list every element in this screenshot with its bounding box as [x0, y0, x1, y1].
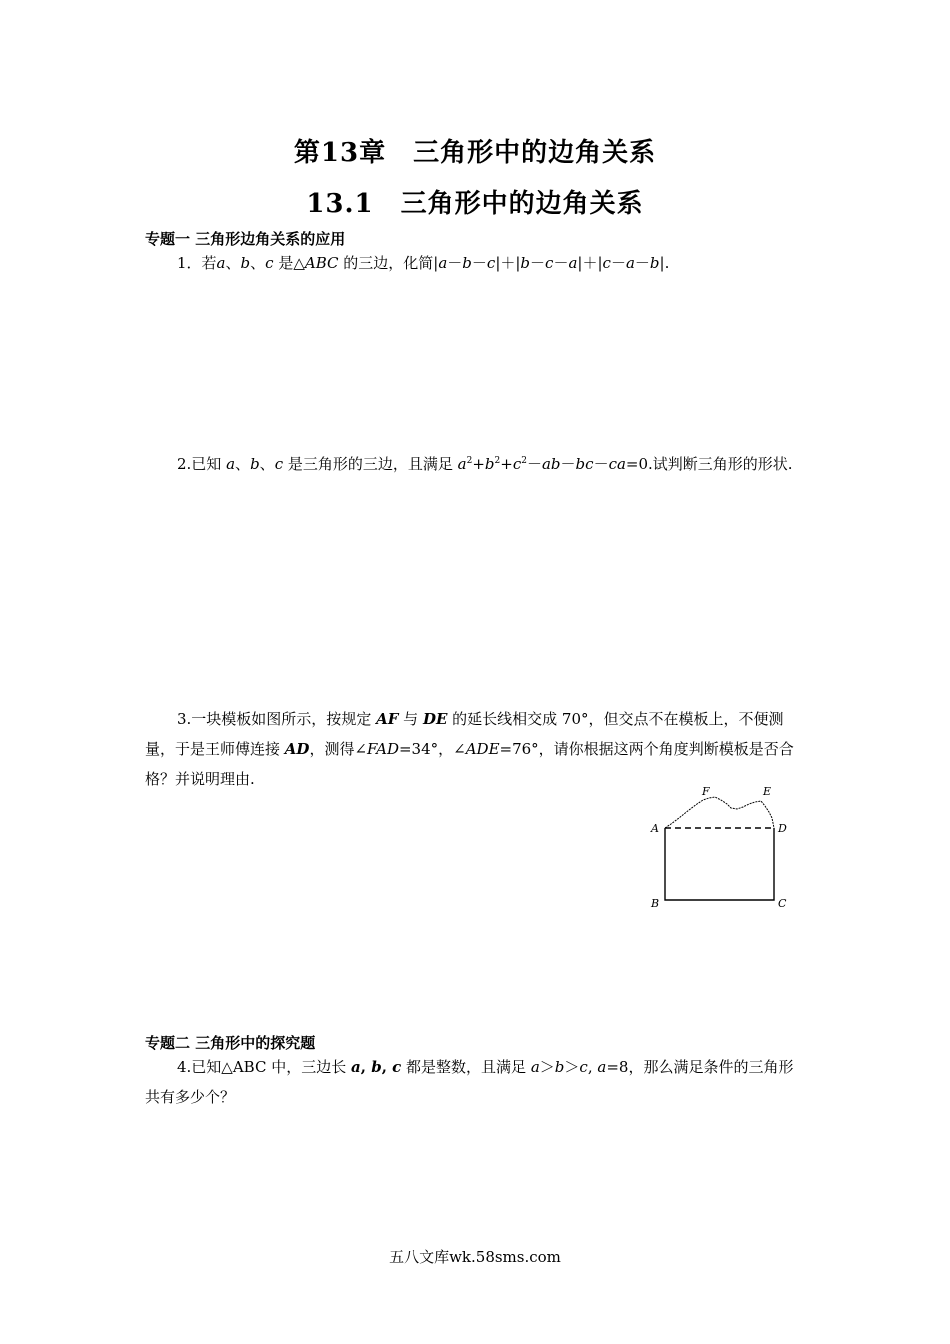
problem-3-text: 3.一块模板如图所示，按规定 AF 与 DE 的延长线相交成 70°，但交点不在模板上，不便测量，于是王师傅连接 AD，测得∠FAD=34°，∠ADE=76°，请你根据这两个角度判断模板是否合格？并说明理由. [145, 710, 794, 788]
problem-4-text: 4.已知△ABC 中，三边长 a, b, c 都是整数，且满足 a＞b＞c, a=8，那么满足条件的三角形共有多少个？ [145, 1058, 794, 1106]
label-e: E [763, 785, 772, 798]
template-outline [665, 828, 774, 900]
label-d: D [778, 822, 787, 835]
problem-1 [145, 248, 807, 278]
section-title: 13.1 三角形中的边角关系 [306, 189, 644, 219]
label-c: C [778, 897, 787, 910]
template-top-edge [665, 797, 774, 828]
label-a: A [651, 822, 659, 835]
footer-watermark: 五八文库wk.58sms.com [389, 1248, 561, 1266]
topic-2-heading: 专题二 三角形中的探究题 [145, 1034, 316, 1052]
problem-2-text: 2.已知 a、b、c 是三角形的三边，且满足 $a^2+b^2+c^2-ab-bc-ca=0$.试判断三角形的形状. [177, 455, 793, 473]
topic-1-heading: 专题一 三角形边角关系的应用 [145, 230, 346, 248]
problem-4 [145, 1052, 807, 1112]
chapter-title: 第13章 三角形中的边角关系 [293, 138, 657, 168]
label-b: B [651, 897, 660, 910]
problem-1-text: 1．若a、b、c 是△ABC 的三边，化简|a－b－c|＋|b－c－a|＋|c－a－b|. [177, 254, 670, 272]
label-f: F [702, 785, 710, 798]
template-figure [645, 780, 805, 915]
problem-2 [145, 446, 807, 479]
